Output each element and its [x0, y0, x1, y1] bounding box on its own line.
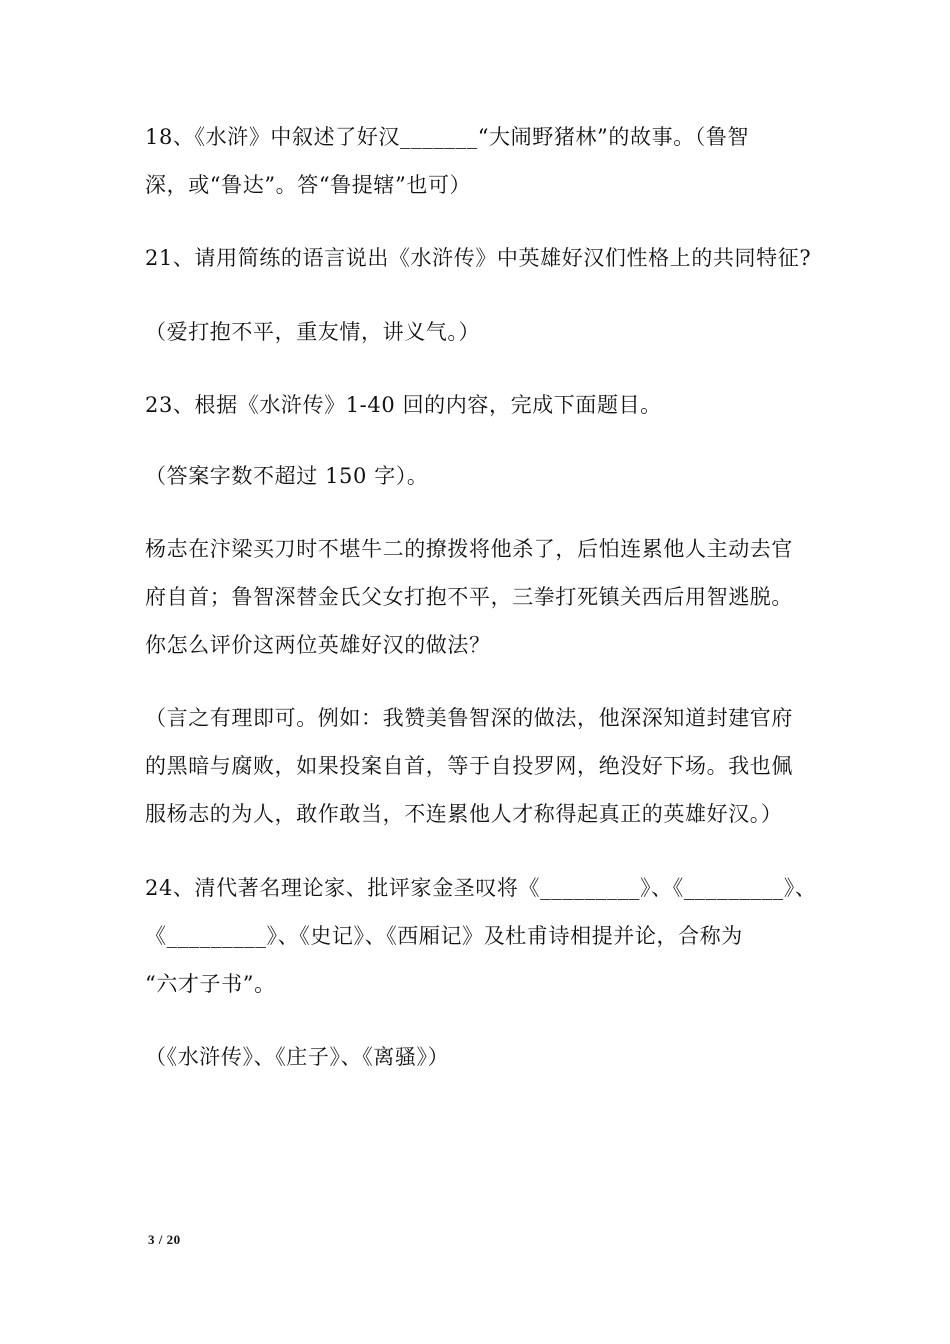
question-24-line-3: “六才子书”。: [145, 972, 276, 996]
question-18-line-1: 18、《水浒》中叙述了好汉_______“大闹野猪林”的故事。（鲁智: [145, 125, 750, 149]
answer-23-line-1: （言之有理即可。例如：我赞美鲁智深的做法，他深深知道封建官府: [145, 706, 793, 730]
answer-21: （爱打抱不平，重友情，讲义气。）: [145, 320, 481, 344]
question-23-passage-line-1: 杨志在汴梁买刀时不堪牛二的撩拨将他杀了，后怕连累他人主动去官: [145, 537, 793, 561]
answer-24: （《水浒传》、《庄子》、《离骚》）: [145, 1045, 450, 1069]
question-21: 21、请用简练的语言说出《水浒传》中英雄好汉们性格上的共同特征?: [145, 246, 812, 270]
question-23: 23、根据《水浒传》1-40 回的内容，完成下面题目。: [145, 393, 662, 417]
question-23-passage-line-2: 府自首；鲁智深替金氏父女打抱不平，三拳打死镇关西后用智逃脱。: [145, 585, 793, 609]
question-23-note: （答案字数不超过 150 字）。: [145, 464, 429, 488]
question-23-passage-line-3: 你怎么评价这两位英雄好汉的做法？: [145, 633, 491, 657]
answer-23-line-2: 的黑暗与腐败，如果投案自首，等于自投罗网，绝没好下场。我也佩: [145, 754, 793, 778]
answer-18-line-2: 深，或“鲁达”。答“鲁提辖”也可）: [145, 173, 472, 197]
question-24-line-1: 24、清代著名理论家、批评家金圣叹将《_________》、《_________》、: [145, 876, 817, 900]
question-24-line-2: 《_________》、《史记》、《西厢记》及杜甫诗相提并论，合称为: [145, 924, 743, 948]
page-number: 3 / 20: [148, 1232, 181, 1247]
answer-23-line-3: 服杨志的为人，敢作敢当，不连累他人才称得起真正的英雄好汉。）: [145, 802, 783, 826]
